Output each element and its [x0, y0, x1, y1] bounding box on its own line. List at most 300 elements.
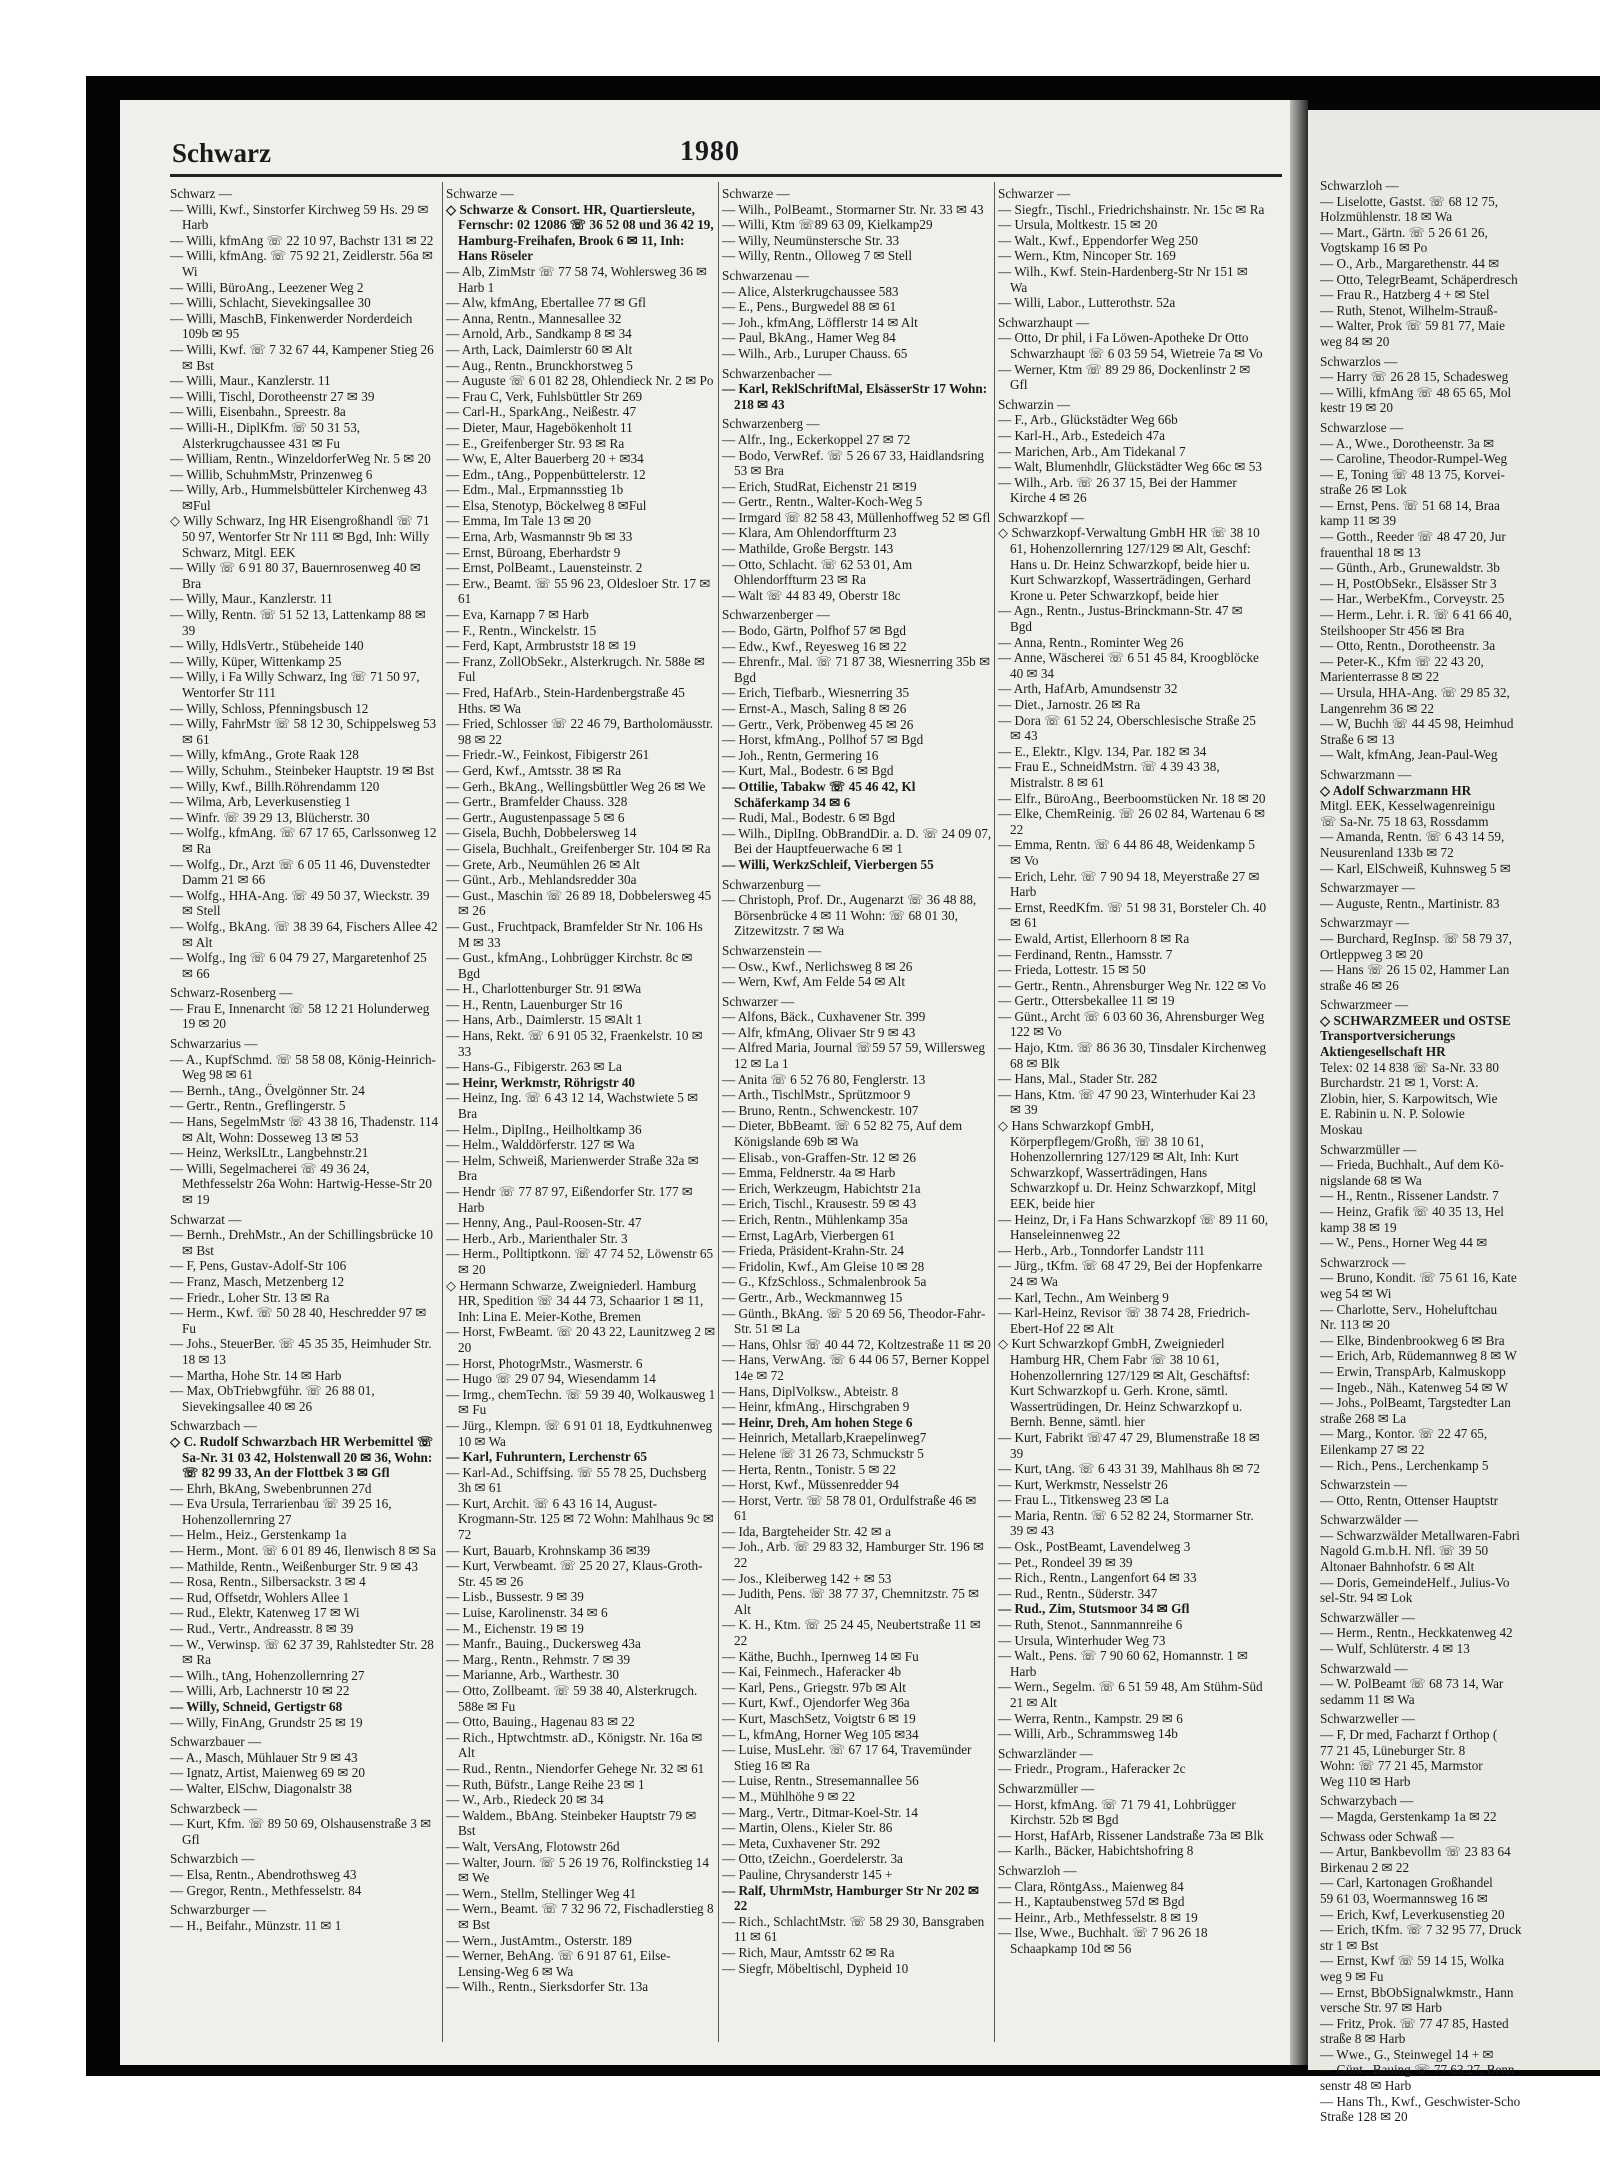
directory-entry: — Maria, Rentn. ☏ 6 52 82 24, Stormarner Str. 39 ✉ 43: [998, 1507, 1254, 1539]
directory-entry: Marienterrasse 8 ✉ 22: [1320, 669, 1440, 685]
directory-entry: — Rud., Vertr., Andreasstr. 8 ✉ 39: [170, 1621, 354, 1637]
directory-entry: — M., Mühlhöhe 9 ✉ 22: [722, 1788, 856, 1804]
directory-entry: — E., Greifenberger Str. 93 ✉ Ra: [446, 435, 625, 451]
directory-entry: — Artur, Bankbevollm ☏ 23 83 64: [1320, 1844, 1511, 1860]
directory-entry: — W. PolBeamt ☏ 68 73 14, War: [1320, 1676, 1504, 1692]
directory-entry: ◇ Kurt Schwarzkopf GmbH, Zweigniederl Hamburg HR, Chem Fabr ☏ 38 10 61, Hohenzollernring 127/129 ✉ Alt, Geschäftsf: Kurt Schwarzkopf u. Gerh. Krone, sämtl. Wassertrüdingen, Dr. Heinz Schwarzkopf u. Bernh. Benne, sämtl. hier: [998, 1336, 1250, 1430]
directory-entry: — Alw, kfmAng, Ebertallee 77 ✉ Gfl: [446, 295, 646, 311]
directory-entry: — Horst, FwBeamt. ☏ 20 43 22, Launitzweg 2 ✉ 20: [446, 1324, 716, 1355]
directory-entry: Steilshooper Str 456 ✉ Bra: [1320, 622, 1465, 638]
directory-entry: — H., Kaptaubenstweg 57d ✉ Bgd: [998, 1894, 1185, 1910]
directory-entry: — H., Beifahr., Münzstr. 11 ✉ 1: [170, 1917, 342, 1933]
directory-entry: kestr 19 ✉ 20: [1320, 400, 1393, 416]
directory-entry: — Arth, HafArb, Amundsenstr 32: [998, 681, 1178, 697]
directory-entry: — Wern., Segelm. ☏ 6 51 59 48, Am Stühm-Süd 21 ✉ Alt: [998, 1679, 1263, 1710]
directory-entry: — Willy, FahrMstr ☏ 58 12 30, Schippelsweg 53 ✉ 61: [170, 716, 437, 747]
directory-entry: — Rud., Elektr, Katenweg 17 ✉ Wi: [170, 1605, 360, 1621]
directory-entry: — Otto, Rentn, Ottenser Hauptstr: [1320, 1492, 1499, 1508]
directory-entry: Langenrehm 36 ✉ 22: [1320, 700, 1434, 716]
directory-entry: — Willi, BüroAng., Leezener Weg 2: [170, 279, 364, 295]
directory-entry: — Marg., Vertr., Ditmar-Koel-Str. 14: [722, 1804, 918, 1820]
directory-entry: — Jürg., Klempn. ☏ 6 91 01 18, Eydtkuhnenweg 10 ✉ Wa: [446, 1417, 713, 1449]
directory-entry: — H., Rentn., Rissener Landstr. 7: [1320, 1188, 1499, 1204]
directory-entry: — Hans, Ktm. ☏ 47 90 23, Winterhuder Kai 23 ✉ 39: [998, 1086, 1256, 1118]
directory-entry: — Paul, BkAng., Hamer Weg 84: [722, 330, 896, 346]
directory-entry: — Helm, Schweiß, Marienwerder Straße 32a ✉ Bra: [446, 1152, 699, 1184]
directory-entry: — Rich., SchlachtMstr. ☏ 58 29 30, Bansgraben 11 ✉ 61: [722, 1913, 985, 1945]
surname-heading: Schwarzmayer —: [1320, 880, 1415, 896]
directory-entry: ☏ Sa-Nr. 75 18 63, Rossdamm: [1320, 813, 1489, 829]
directory-entry: — Wolfg., BkAng. ☏ 38 39 64, Fischers Allee 42 ✉ Alt: [170, 918, 438, 950]
directory-entry: — Fred, HafArb., Stein-Hardenbergstraße 45 Hths. ✉ Wa: [446, 685, 685, 716]
surname-heading: Schwarzat —: [170, 1211, 242, 1227]
directory-entry: — Karl, ElSchweiß, Kuhnsweg 5 ✉: [1320, 860, 1511, 876]
directory-entry: — Willi, Segelmacherei ☏ 49 36 24, Methfesselstr 26a Wohn: Hartwig-Hesse-Str 20 ✉ 19: [170, 1160, 432, 1207]
directory-entry: — Wern., Stellm, Stellinger Weg 41: [446, 1885, 637, 1901]
surname-heading: Schwarzwäller —: [1320, 1609, 1415, 1625]
directory-entry: — Ursula, Winterhuder Weg 73: [998, 1632, 1166, 1648]
directory-entry: — Gertr., Verk, Pröbenweg 45 ✉ 26: [722, 716, 914, 732]
directory-entry: — Emma, Rentn. ☏ 6 44 86 48, Weidenkamp 5 ✉ Vo: [998, 837, 1255, 868]
directory-entry: — Karl-Ad., Schiffsing. ☏ 55 78 25, Duchsberg 3h ✉ 61: [446, 1464, 707, 1496]
directory-entry: — Gotth., Reeder ☏ 48 47 20, Jur: [1320, 529, 1506, 545]
directory-entry: — Otto, tZeichn., Goerdelerstr. 3a: [722, 1851, 903, 1867]
directory-entry: Straße 6 ✉ 13: [1320, 731, 1395, 747]
directory-entry: — L, kfmAng, Horner Weg 105 ✉34: [722, 1726, 919, 1742]
directory-entry: — Hugo ☏ 29 07 94, Wiesendamm 14: [446, 1371, 656, 1387]
directory-entry: — Wilh., DiplIng. ObBrandDir. a. D. ☏ 24 09 07, Bei der Hauptfeuerwache 6 ✉ 1: [722, 825, 992, 857]
directory-entry: — Johs., PolBeamt, Targstedter Lan: [1320, 1395, 1511, 1411]
directory-entry: — Frieda, Präsident-Krahn-Str. 24: [722, 1243, 905, 1259]
directory-entry: — Karl, ReklSchriftMal, ElsässerStr 17 Wohn: 218 ✉ 43: [722, 381, 988, 412]
directory-entry: — Werner, BehAng. ☏ 6 91 87 61, Eilse-Lensing-Weg 6 ✉ Wa: [446, 1948, 671, 1979]
directory-entry: — Mart., Gärtn. ☏ 5 26 61 26,: [1320, 224, 1488, 240]
surname-heading: Schwarzstein —: [1320, 1477, 1407, 1493]
directory-entry: — Erwin, TranspArb, Kalmuskopp: [1320, 1363, 1506, 1379]
directory-entry: — Charlotte, Serv., Hoheluftchau: [1320, 1301, 1498, 1317]
directory-entry: — Willi, Arb., Schrammsweg 14b: [998, 1726, 1178, 1742]
directory-entry: — Willy, FinAng, Grundstr 25 ✉ 19: [170, 1714, 363, 1730]
directory-entry: — Karl, Pens., Griegstr. 97b ✉ Alt: [722, 1679, 906, 1695]
directory-entry: — Amanda, Rentn. ☏ 6 43 14 59,: [1320, 829, 1505, 845]
directory-entry: — Ruth, Büfstr., Lange Reihe 23 ✉ 1: [446, 1776, 645, 1792]
surname-heading: Schwarzlose —: [1320, 419, 1404, 435]
directory-entry: — Ernst, ReedKfm. ☏ 51 98 31, Borsteler Ch. 40 ✉ 61: [998, 899, 1267, 931]
directory-entry: — Ernst, Kwf ☏ 59 14 15, Wolka: [1320, 1953, 1505, 1969]
directory-entry: Altonaer Bahnhofstr. 6 ✉ Alt: [1320, 1559, 1475, 1575]
directory-entry: — Friedr.-W., Feinkost, Fibigerstr 261: [446, 747, 650, 763]
directory-entry: — Wern., Beamt. ☏ 7 32 96 72, Fischadlerstieg 8 ✉ Bst: [446, 1901, 714, 1932]
directory-entry: — Kurt, Kwf., Ojendorfer Weg 36a: [722, 1695, 910, 1711]
directory-entry: sel-Str. 94 ✉ Lok: [1320, 1590, 1413, 1606]
directory-entry: — Werner, Ktm ☏ 89 29 86, Dockenlinstr 2 ✉ Gfl: [998, 361, 1251, 393]
directory-entry: — Willi, kfmAng. ☏ 75 92 21, Zeidlerstr. 56a ✉ Wi: [170, 248, 434, 279]
directory-entry: — Gertr., Arb., Weckmannweg 15: [722, 1289, 903, 1305]
directory-entry: — Karl-H., Arb., Estedeich 47a: [998, 427, 1165, 443]
directory-entry: — Emma, Feldnerstr. 4a ✉ Harb: [722, 1165, 896, 1181]
directory-entry: — Kurt, tAng. ☏ 6 43 31 39, Mahlhaus 8h ✉ 72: [998, 1461, 1260, 1477]
directory-entry: — Osk., PostBeamt, Lavendelweg 3: [998, 1539, 1191, 1555]
directory-entry: Neusurenland 133b ✉ 72: [1320, 844, 1454, 860]
directory-entry: — Eva, Karnapp 7 ✉ Harb: [446, 607, 589, 623]
directory-entry: ◇ Willy Schwarz, Ing HR Eisengroßhandl ☏ 71 50 97, Wentorfer Str Nr 111 ✉ Bgd, Inh: Willy Schwarz, Mitgl. EEK: [170, 513, 430, 560]
directory-entry: — Elisab., von-Graffen-Str. 12 ✉ 26: [722, 1149, 916, 1165]
directory-entry: — Wilh., Arb., Luruper Chauss. 65: [722, 345, 908, 361]
directory-entry: — Fried, Schlosser ☏ 22 46 79, Bartholomäusstr. 98 ✉ 22: [446, 716, 714, 747]
directory-entry: — Herm., Rentn., Heckkatenweg 42: [1320, 1625, 1513, 1641]
directory-entry: — W., Pens., Horner Weg 44 ✉: [1320, 1235, 1488, 1251]
directory-entry: — Willy, Schuhm., Steinbeker Hauptstr. 19 ✉ Bst: [170, 762, 434, 778]
directory-entry: — Wolfg., Dr., Arzt ☏ 6 05 11 46, Duvenstedter Damm 21 ✉ 66: [170, 856, 431, 888]
directory-entry: — Ursula, Moltkestr. 15 ✉ 20: [998, 217, 1158, 233]
directory-entry: weg 54 ✉ Wi: [1320, 1285, 1392, 1301]
directory-entry: — Edm., Mal., Erpmannsstieg 1b: [446, 482, 624, 498]
directory-entry: — Ilse, Wwe., Buchhalt. ☏ 7 96 26 18 Schaapkamp 10d ✉ 56: [998, 1925, 1208, 1956]
directory-entry: — F., Arb., Glückstädter Weg 66b: [998, 412, 1178, 428]
directory-entry: — E., Elektr., Klgv. 134, Par. 182 ✉ 34: [998, 743, 1207, 759]
directory-entry: — Wern., Ktm, Nincoper Str. 169: [998, 248, 1176, 264]
directory-entry: — Johs., SteuerBer. ☏ 45 35 35, Heimhuder Str. 18 ✉ 13: [170, 1336, 432, 1367]
surname-heading: Schwarzin —: [998, 396, 1071, 412]
directory-entry: — Frau C, Verk, Fuhlsbüttler Str 269: [446, 388, 643, 404]
directory-entry: — Waldem., BbAng. Steinbeker Hauptstr 79 ✉ Bst: [446, 1807, 697, 1839]
directory-entry: — Heinr, Werkmstr, Röhrigstr 40: [446, 1074, 636, 1090]
directory-entry: — Kurt, Werkmstr, Nesselstr 26: [998, 1476, 1168, 1492]
column-1: [170, 182, 440, 2052]
directory-entry: — Hans-G., Fibigerstr. 263 ✉ La: [446, 1059, 622, 1075]
directory-entry: — Hans, SegelmMstr ☏ 43 38 16, Thadenstr. 114 ✉ Alt, Wohn: Dosseweg 13 ✉ 53: [170, 1114, 439, 1145]
directory-entry: — Frieda, Buchhalt., Auf dem Kö-: [1320, 1157, 1504, 1173]
surname-heading: Schwarzkopf —: [998, 509, 1085, 525]
surname-heading: Schwarzburger —: [170, 1902, 267, 1918]
surname-heading: Schwarz —: [170, 186, 232, 201]
directory-entry: ◇ C. Rudolf Schwarzbach HR Werbemittel ☏ Sa-Nr. 31 03 42, Holstenwall 20 ✉ 36, Wohn: ☏ 82 99 33, An der Flottbek 3 ✉ Gfl: [170, 1433, 434, 1481]
directory-entry: — Lisb., Bussestr. 9 ✉ 39: [446, 1589, 584, 1605]
directory-entry: — Hendr ☏ 77 87 97, Eißendorfer Str. 177 ✉ Harb: [446, 1184, 693, 1215]
directory-entry: — Otto, TelegrBeamt, Schäperdresch: [1320, 271, 1518, 287]
directory-entry: — Otto, Rentn., Dorotheenstr. 3a: [1320, 638, 1496, 654]
directory-entry: — Dora ☏ 61 52 24, Oberschlesische Straße 25 ✉ 43: [998, 712, 1256, 744]
directory-entry: — Erich, Lehr. ☏ 7 90 94 18, Meyerstraße 27 ✉ Harb: [998, 868, 1260, 900]
directory-entry: — Christoph, Prof. Dr., Augenarzt ☏ 36 48 88, Börsenbrücke 4 ✉ 11 Wohn: ☏ 68 01 30, Zitzewitzstr. 7 ✉ Wa: [722, 892, 977, 939]
surname-heading: Schwarzer —: [998, 186, 1071, 201]
directory-entry: — Judith, Pens. ☏ 38 77 37, Chemnitzstr. 75 ✉ Alt: [722, 1586, 980, 1617]
directory-entry: — H, PostObSekr., Elsässer Str 3: [1320, 575, 1497, 591]
surname-heading: Schwarzloh —: [1320, 178, 1399, 193]
directory-entry: — Walt., Pens. ☏ 7 90 60 62, Homannstr. 1 ✉ Harb: [998, 1648, 1249, 1679]
directory-entry: — Elke, Bindenbrookweg 6 ✉ Bra: [1320, 1332, 1505, 1348]
surname-heading: Schwarzbeck —: [170, 1800, 257, 1816]
directory-entry: — Otto, Zollbeamt. ☏ 59 38 40, Alsterkrugch. 588e ✉ Fu: [446, 1683, 698, 1714]
directory-entry: — Hans Th., Kwf., Geschwister-Scho: [1320, 2093, 1521, 2109]
surname-heading: Schwarzrock —: [1320, 1254, 1406, 1270]
directory-entry: — Rich., Hptwchtmstr. aD., Königstr. Nr. 16a ✉ Alt: [446, 1729, 703, 1761]
directory-entry: Nr. 113 ✉ 20: [1320, 1317, 1390, 1333]
directory-entry: — Kurt, Kfm. ☏ 89 50 69, Olshausenstraße 3 ✉ Gfl: [170, 1816, 432, 1847]
directory-entry: — Edm., tAng., Poppenbüttelerstr. 12: [446, 466, 646, 482]
directory-entry: — Kurt, Fabrikt ☏47 47 29, Blumenstraße 18 ✉ 39: [998, 1429, 1260, 1461]
directory-entry: — Arth., TischlMstr., Sprützmoor 9: [722, 1087, 911, 1103]
directory-entry: — Liselotte, Gastst. ☏ 68 12 75,: [1320, 193, 1499, 209]
directory-entry: — Eva Ursula, Terrarienbau ☏ 39 25 16, Hohenzollernring 27: [170, 1496, 392, 1527]
directory-entry: 59 61 03, Woermannsweg 16 ✉: [1320, 1890, 1488, 1906]
directory-entry: Vogtskamp 16 ✉ Po: [1320, 240, 1428, 256]
directory-entry: — Helm., Walddörferstr. 127 ✉ Wa: [446, 1137, 635, 1153]
directory-entry: — A., Masch, Mühlauer Str 9 ✉ 43: [170, 1749, 358, 1765]
surname-heading: Schwarzweller —: [1320, 1711, 1415, 1727]
surname-heading: Schwarzenberger —: [722, 607, 830, 623]
directory-entry: — Walter, Prok ☏ 59 81 77, Maie: [1320, 318, 1505, 334]
directory-entry: — Heinr, Dreh, Am hohen Stege 6: [722, 1414, 913, 1430]
surname-heading: Schwarz-Rosenberg —: [170, 985, 293, 1001]
directory-entry: — Gust., Maschin ☏ 26 89 18, Dobbelersweg 45 ✉ 26: [446, 887, 712, 919]
directory-entry: — Willy, Rentn., Olloweg 7 ✉ Stell: [722, 248, 913, 264]
directory-entry: — William, Rentn., WinzeldorferWeg Nr. 5 ✉ 20: [170, 451, 431, 467]
directory-entry: — Joh., kfmAng, Löfflerstr 14 ✉ Alt: [722, 314, 918, 330]
surname-heading: Schwarzmüller —: [998, 1780, 1095, 1796]
directory-entry: — Erich, StudRat, Eichenstr 21 ✉19: [722, 478, 917, 494]
directory-entry: — Arnold, Arb., Sandkamp 8 ✉ 34: [446, 326, 632, 342]
directory-entry: — Heinrich, Metallarb,Kraepelinweg7: [722, 1430, 927, 1446]
directory-entry: — Gust., kfmAng., Lohbrügger Kirchstr. 8c ✉ Bgd: [446, 950, 693, 981]
directory-entry: senstr 48 ✉ Harb: [1320, 2078, 1412, 2094]
directory-entry: — Hans, Arb., Daimlerstr. 15 ✉Alt 1: [446, 1012, 643, 1028]
directory-entry: — Ruth, Stenot., Sannmannreihe 6: [998, 1617, 1183, 1633]
directory-entry: — Heinr, kfmAng., Hirschgraben 9: [722, 1399, 910, 1415]
directory-entry: — Alfred Maria, Journal ☏59 57 59, Willersweg 12 ✉ La 1: [722, 1040, 985, 1072]
directory-entry: — Kai, Feinmech., Haferacker 4b: [722, 1664, 902, 1680]
directory-entry: Weg 110 ✉ Harb: [1320, 1773, 1411, 1789]
directory-entry: — Osw., Kwf., Nerlichsweg 8 ✉ 26: [722, 958, 913, 974]
column-divider: [718, 182, 719, 2042]
directory-entry: — Heinz, WerkslLtr., Langbehnstr.21: [170, 1145, 369, 1161]
directory-entry: — Anna, Rentn., Rominter Weg 26: [998, 634, 1184, 650]
directory-page: [120, 100, 1290, 2065]
directory-entry: — Schwarzwälder Metallwaren-Fabri: [1320, 1527, 1520, 1543]
directory-entry: — Wolfg., HHA-Ang. ☏ 49 50 37, Wieckstr. 39 ✉ Stell: [170, 887, 430, 919]
directory-entry: — Kurt, Mal., Bodestr. 6 ✉ Bgd: [722, 763, 894, 779]
directory-entry: — Erich, Tischl., Krausestr. 59 ✉ 43: [722, 1196, 917, 1212]
directory-entry: — Ottilie, Tabakw ☏ 45 46 42, Kl Schäferkamp 34 ✉ 6: [722, 778, 916, 810]
directory-entry: — Franz, Masch, Metzenberg 12: [170, 1273, 345, 1289]
directory-entry: — Walt ☏ 44 83 49, Oberstr 18c: [722, 587, 901, 603]
directory-entry: — Marg., Kontor. ☏ 22 47 65,: [1320, 1426, 1488, 1442]
directory-entry: — Wilh., Rentn., Sierksdorfer Str. 13a: [446, 1979, 649, 1995]
directory-entry: — A., KupfSchmd. ☏ 58 58 08, König-Heinrich-Weg 98 ✉ 61: [170, 1051, 436, 1083]
directory-entry: — Walt., Kwf., Eppendorfer Weg 250: [998, 232, 1198, 248]
directory-entry: — Wilh., Kwf. Stein-Hardenberg-Str Nr 151 ✉ Wa: [998, 263, 1248, 295]
directory-entry: — Willy, Rentn. ☏ 51 52 13, Lattenkamp 88 ✉ 39: [170, 607, 426, 638]
directory-entry: — Fritz, Prok. ☏ 77 47 85, Hasted: [1320, 2015, 1509, 2031]
directory-entry: — Bruno, Kondit. ☏ 75 61 16, Kate: [1320, 1270, 1517, 1286]
directory-entry: — Erich, Werkzeugm, Habichtstr 21a: [722, 1180, 921, 1196]
directory-entry: — Wwe., G., Steinwegel 14 + ✉: [1320, 2046, 1494, 2062]
directory-entry: — Marichen, Arb., Am Tidekanal 7: [998, 443, 1186, 459]
directory-entry: — Bodo, Gärtn, Polfhof 57 ✉ Bgd: [722, 623, 906, 639]
directory-entry: — Hajo, Ktm. ☏ 86 36 30, Tinsdaler Kirchenweg 68 ✉ Blk: [998, 1040, 1267, 1071]
directory-entry: — Elfr., BüroAng., Beerboomstücken Nr. 18 ✉ 20: [998, 790, 1266, 806]
directory-entry: — Wolfg., Ing ☏ 6 04 79 27, Margaretenhof 25 ✉ 66: [170, 950, 427, 981]
directory-entry: — Willi, Labor., Lutterothstr. 52a: [998, 295, 1176, 311]
surname-heading: Schwarzarius —: [170, 1036, 258, 1052]
directory-entry: — Kurt, Verwbeamt. ☏ 25 20 27, Klaus-Groth-Str. 45 ✉ 26: [446, 1558, 703, 1589]
directory-entry: kamp 11 ✉ 39: [1320, 513, 1397, 529]
directory-entry: — H., Charlottenburger Str. 91 ✉Wa: [446, 981, 642, 997]
surname-heading: Schwarze —: [446, 186, 514, 201]
directory-entry: — Horst, Vertr. ☏ 58 78 01, Ordulfstraße 46 ✉ 61: [722, 1492, 977, 1524]
directory-entry: — Winfr. ☏ 39 29 13, Blücherstr. 30: [170, 809, 370, 825]
directory-entry: — Anne, Wäscherei ☏ 6 51 45 84, Kroogblöcke 40 ✉ 34: [998, 650, 1259, 681]
directory-entry: — Har., WerbeKfm., Corveystr. 25: [1320, 591, 1505, 607]
directory-entry: — Meta, Cuxhavener Str. 292: [722, 1835, 881, 1851]
directory-entry: — Gerd, Kwf., Amtsstr. 38 ✉ Ra: [446, 762, 622, 778]
directory-entry: — Anita ☏ 6 52 76 80, Fenglerstr. 13: [722, 1071, 926, 1087]
directory-entry: — Luise, Rentn., Stresemannallee 56: [722, 1773, 919, 1789]
directory-entry: — Kurt, MaschSetz, Voigtstr 6 ✉ 19: [722, 1711, 916, 1726]
directory-entry: — Bruno, Rentn., Schwenckestr. 107: [722, 1102, 919, 1118]
directory-entry: Telex: 02 14 838 ☏ Sa-Nr. 33 80: [1320, 1059, 1499, 1075]
surname-heading: Schwarzenberg —: [722, 416, 820, 432]
directory-entry: Transportversicherungs: [1320, 1028, 1456, 1044]
directory-entry: straße 8 ✉ Harb: [1320, 2031, 1406, 2047]
directory-entry: — Ehrenfr., Mal. ☏ 71 87 38, Wiesnerring 35b ✉ Bgd: [722, 654, 991, 685]
surname-heading: Schwarzbich —: [170, 1851, 255, 1867]
directory-entry: — Peter-K., Kfm ☏ 22 43 20,: [1320, 653, 1484, 669]
directory-entry: — Frau E., SchneidMstrn. ☏ 4 39 43 38, Mistralstr. 8 ✉ 61: [998, 759, 1220, 790]
surname-heading: Schwarzwälder —: [1320, 1512, 1418, 1528]
directory-entry: — Walt, Blumenhdlr, Glückstädter Weg 66c ✉ 53: [998, 459, 1262, 475]
directory-entry: — Alfr, kfmAng, Olivaer Str 9 ✉ 43: [722, 1024, 916, 1040]
column-divider: [442, 182, 443, 2042]
directory-entry: — Pauline, Chrysanderstr 145 +: [722, 1866, 893, 1882]
column-2: [446, 182, 716, 2052]
directory-entry: — Gertr., Rentn., Greflingerstr. 5: [170, 1098, 346, 1114]
surname-heading: Schwarzlos —: [1320, 353, 1398, 369]
directory-entry: — Wulf, Schlüterstr. 4 ✉ 13: [1320, 1641, 1470, 1657]
directory-entry: — Otto, Schlacht. ☏ 62 53 01, Am Ohlendorffturm 23 ✉ Ra: [722, 556, 913, 588]
directory-entry: — Erna, Arb, Wasmannstr 9b ✉ 33: [446, 529, 633, 545]
directory-entry: — Horst, Kwf., Müssenredder 94: [722, 1477, 899, 1493]
directory-entry: — Ralf, UhrmMstr, Hamburger Str Nr 202 ✉ 22: [722, 1882, 980, 1914]
next-page-column: [1320, 174, 1600, 2125]
directory-entry: — Otto, Dr phil, i Fa Löwen-Apotheke Dr Otto Schwarzhaupt ☏ 6 03 59 54, Wietreie 7a ✉ Vo: [998, 330, 1263, 361]
directory-entry: — Willi, Kwf. ☏ 7 32 67 44, Kampener Stieg 26 ✉ Bst: [170, 341, 434, 373]
directory-entry: — Ferd, Kapt, Armbruststr 18 ✉ 19: [446, 638, 636, 654]
directory-entry: — Doris, GemeindeHelf., Julius-Vo: [1320, 1574, 1510, 1590]
directory-entry: — Willi, MaschB, Finkenwerder Norderdeich 109b ✉ 95: [170, 310, 413, 342]
directory-entry: — Ida, Bargteheider Str. 42 ✉ a: [722, 1523, 892, 1539]
directory-entry: — Siegfr., Tischl., Friedrichshainstr. Nr. 15c ✉ Ra: [998, 201, 1265, 217]
directory-entry: — Elsa, Rentn., Abendrothsweg 43: [170, 1866, 357, 1882]
directory-entry: — Walter, ElSchw, Diagonalstr 38: [170, 1780, 352, 1796]
directory-entry: — Carl-H., SparkAng., Neißestr. 47: [446, 404, 637, 420]
directory-entry: — Otto, Bauing., Hagenau 83 ✉ 22: [446, 1714, 635, 1730]
directory-entry: — Günt., Bauing ☏ 77 63 27, Benn: [1320, 2062, 1515, 2078]
directory-entry: — Rich, Maur, Amtsstr 62 ✉ Ra: [722, 1944, 895, 1960]
surname-heading: Schwarzmeer —: [1320, 997, 1409, 1013]
directory-entry: — Helene ☏ 31 26 73, Schmuckstr 5: [722, 1445, 924, 1461]
directory-entry: — O., Arb., Margarethenstr. 44 ✉: [1320, 255, 1500, 271]
directory-entry: — Käthe, Buchh., Ipernweg 14 ✉ Fu: [722, 1648, 919, 1664]
directory-entry: — Herb., Arb., Marienthaler Str. 3: [446, 1230, 628, 1246]
directory-entry: — Ruth, Stenot, Wilhelm-Strauß-: [1320, 302, 1498, 318]
directory-entry: — Ww, E, Alter Bauerberg 20 + ✉34: [446, 451, 644, 467]
surname-heading: Schwarzwald —: [1320, 1660, 1408, 1676]
directory-entry: — Horst, kfmAng. ☏ 71 79 41, Lohbrügger Kirchstr. 52b ✉ Bgd: [998, 1796, 1236, 1828]
directory-entry: — Magda, Gerstenkamp 1a ✉ 22: [1320, 1808, 1497, 1824]
directory-entry: — Werra, Rentn., Kampstr. 29 ✉ 6: [998, 1710, 1183, 1726]
directory-entry: — K. H., Ktm. ☏ 25 24 45, Neubertstraße 11 ✉ 22: [722, 1617, 981, 1649]
directory-entry: — W., Arb., Riedeck 20 ✉ 34: [446, 1792, 604, 1808]
directory-entry: — Erw., Beamt. ☏ 55 96 23, Oldesloer Str. 17 ✉ 61: [446, 575, 711, 607]
directory-entry: — Wilh., PolBeamt., Stormarner Str. Nr. 33 ✉ 43: [722, 201, 984, 217]
directory-entry: — Gertr., Augustenpassage 5 ✉ 6: [446, 809, 625, 825]
surname-heading: Schwarze —: [722, 186, 790, 201]
directory-entry: — Willi, kfmAng ☏ 48 65 65, Mol: [1320, 384, 1512, 400]
directory-entry: — Alice, Alsterkrugchaussee 583: [722, 283, 899, 299]
surname-heading: Schwarzybach —: [1320, 1793, 1414, 1809]
directory-entry: — Günt., Archt ☏ 6 03 60 36, Ahrensburger Weg 122 ✉ Vo: [998, 1008, 1265, 1040]
directory-entry: — Wilh., Arb. ☏ 26 37 15, Bei der Hammer Kirche 4 ✉ 26: [998, 474, 1237, 506]
directory-entry: — Erich, Tiefbarb., Wiesnerring 35: [722, 685, 910, 701]
directory-entry: — Willy, Arb., Hummelsbütteler Kirchenweg 43 ✉Ful: [170, 482, 427, 513]
directory-entry: — Martin, Olens., Kieler Str. 86: [722, 1820, 893, 1836]
directory-entry: — Fridolin, Kwf., Am Gleise 10 ✉ 28: [722, 1258, 925, 1274]
directory-entry: — F, Dr med, Facharzt f Orthop (: [1320, 1727, 1498, 1742]
directory-entry: — Erich, Arb, Rüdemannweg 8 ✉ W: [1320, 1348, 1517, 1364]
directory-entry: Birkenau 2 ✉ 22: [1320, 1859, 1410, 1875]
directory-entry: — Siegfr, Möbeltischl, Dypheid 10: [722, 1960, 909, 1976]
directory-entry: — Walter, Journ. ☏ 5 26 19 76, Rolfinckstieg 14 ✉ We: [446, 1854, 709, 1886]
directory-entry: — Diet., Jarnostr. 26 ✉ Ra: [998, 697, 1141, 712]
directory-entry: ◇ Schwarze & Consort. HR, Quartiersleute, Fernschr: 02 12086 ☏ 36 52 08 und 36 42 19, Hamburg-Freihafen, Brook 6 ✉ 11, Inh: Hans Röseler: [446, 201, 714, 264]
directory-entry: — Ernst, Pens. ☏ 51 68 14, Braa: [1320, 497, 1500, 513]
directory-entry: — Irmgard ☏ 82 58 43, Müllenhoffweg 52 ✉ Gfl: [722, 509, 991, 525]
page-gutter: [1290, 100, 1308, 2065]
directory-entry: — Herm., Mont. ☏ 6 01 89 46, Ilenwisch 8 ✉ Sa: [170, 1543, 436, 1559]
directory-entry: — Gertr., Ottersbekallee 11 ✉ 19: [998, 993, 1175, 1009]
directory-entry: — Gisela, Buchhalt., Greifenberger Str. 104 ✉ Ra: [446, 840, 711, 856]
directory-entry: — Willy, Neumünstersche Str. 33: [722, 232, 900, 248]
directory-entry: — Elke, ChemReinig. ☏ 26 02 84, Wartenau 6 ✉ 22: [998, 806, 1266, 837]
directory-entry: Aktiengesellschaft HR: [1320, 1044, 1446, 1060]
directory-entry: — Helm., Heiz., Gerstenkamp 1a: [170, 1527, 347, 1543]
directory-entry: Wohn: ☏ 77 21 45, Marmstor: [1320, 1758, 1483, 1774]
directory-entry: — Heinz, Dr, i Fa Hans Schwarzkopf ☏ 89 11 60, Hanseleinnenweg 22: [998, 1211, 1269, 1243]
directory-entry: — Wilma, Arb, Leverkusenstieg 1: [170, 794, 351, 810]
directory-entry: — Willy, Küper, Wittenkamp 25: [170, 653, 342, 669]
directory-entry: — Rich., Pens., Lerchenkamp 5: [1320, 1457, 1489, 1473]
surname-heading: Schwarzländer —: [998, 1745, 1093, 1761]
surname-heading: Schwarzenstein —: [722, 942, 822, 958]
directory-entry: — Willi, Maur., Kanzlerstr. 11: [170, 373, 331, 389]
directory-entry: — Frau L., Titkensweg 23 ✉ La: [998, 1492, 1169, 1508]
directory-entry: E. Rabinin u. N. P. Solowie: [1320, 1106, 1465, 1122]
directory-entry: — Wern., JustAmtm., Osterstr. 189: [446, 1932, 632, 1948]
directory-entry: — Rud., Rentn., Niendorfer Gehege Nr. 32 ✉ 61: [446, 1760, 705, 1776]
directory-entry: straße 46 ✉ 26: [1320, 977, 1399, 993]
surname-heading: Schwarzbauer —: [170, 1734, 262, 1750]
surname-heading: Schwarzenburg —: [722, 876, 821, 892]
directory-entry: — E, Toning ☏ 48 13 75, Korvei-: [1320, 466, 1505, 482]
surname-heading: Schwarzmann —: [1320, 766, 1412, 782]
directory-entry: — Marg., Rentn., Rehmstr. 7 ✉ 39: [446, 1651, 631, 1667]
directory-entry: — Hans, DiplVolksw., Abteistr. 8: [722, 1383, 899, 1399]
directory-entry: — Carl, Kartonagen Großhandel: [1320, 1875, 1493, 1891]
directory-entry: straße 26 ✉ Lok: [1320, 482, 1407, 498]
directory-entry: — Willi, WerkzSchleif, Vierbergen 55: [722, 856, 934, 872]
directory-entry: — W., Verwinsp. ☏ 62 37 39, Rahlstedter Str. 28 ✉ Ra: [170, 1636, 434, 1668]
